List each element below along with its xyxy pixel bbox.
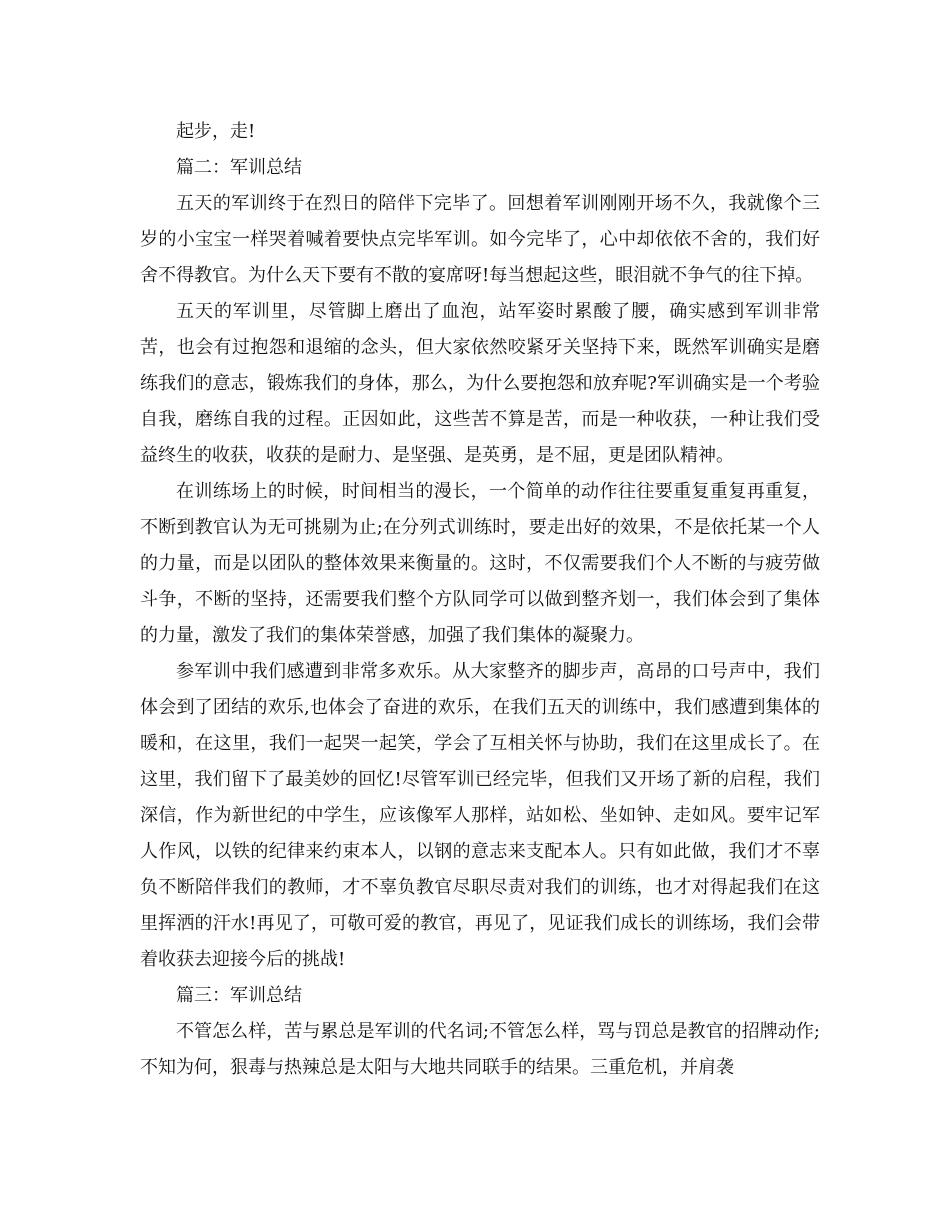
paragraph-intro: 起步，走!	[176, 121, 256, 142]
paragraph: 五天的军训里，尽管脚上磨出了血泡，站军姿时累酸了腰，确实感到军训非常苦，也会有过抱怨和退缩的念头，但大家依然咬紧牙关坚持下来，既然军训确实是磨练我们的意志，锻炼我们的身体，那么，为什么要抱怨和放弃呢?军训确实是一个考验自我，磨练自我的过程。正因如此，这些苦不算是苦，而是一种收获，一种让我们受益终生的收获，收获的是耐力、是坚强、是英勇，是不屈，更是团队精神。	[140, 301, 820, 466]
paragraph: 不管怎么样，苦与累总是军训的代名词;不管怎么样，骂与罚总是教官的招牌动作;不知为何，狠毒与热辣总是太阳与大地共同联手的结果。三重危机，并肩袭	[140, 1021, 820, 1078]
paragraph: 在训练场上的时候，时间相当的漫长，一个简单的动作往往要重复重复再重复，不断到教官认为无可挑剔为止;在分列式训练时，要走出好的效果，不是依托某一个人的力量，而是以团队的整体效果来衡量的。这时，不仅需要我们个人不断的与疲劳做斗争，不断的坚持，还需要我们整个方队同学可以做到整齐划一，我们体会到了集体的力量，激发了我们的集体荣誉感，加强了我们集体的凝聚力。	[140, 481, 820, 646]
paragraph: 参军训中我们感遭到非常多欢乐。从大家整齐的脚步声，高昂的口号声中，我们体会到了团结的欢乐,也体会了奋进的欢乐，在我们五天的训练中，我们感遭到集体的暖和，在这里，我们一起哭一起笑，学会了互相关怀与协助，我们在这里成长了。在这里，我们留下了最美妙的回忆!尽管军训已经完毕，但我们又开场了新的启程，我们深信，作为新世纪的中学生，应该像军人那样，站如松、坐如钟、走如风。要牢记军人作风，以铁的纪律来约束本人，以钢的意志来支配本人。只有如此做，我们才不辜负不断陪伴我们的教师，才不辜负教官尽职尽责对我们的训练，也才对得起我们在这里挥洒的汗水!再见了，可敬可爱的教官，再见了，见证我们成长的训练场，我们会带着收获去迎接今后的挑战!	[140, 661, 820, 970]
section-heading-2: 篇二：军训总结	[176, 157, 302, 178]
paragraph: 五天的军训终于在烈日的陪伴下完毕了。回想着军训刚刚开场不久，我就像个三岁的小宝宝一样哭着喊着要快点完毕军训。如今完毕了，心中却依依不舍的，我们好舍不得教官。为什么天下要有不散的宴席呀!每当想起这些，眼泪就不争气的往下掉。	[140, 193, 820, 286]
section-heading-3: 篇三：军训总结	[176, 985, 302, 1006]
document-body	[140, 114, 820, 1086]
